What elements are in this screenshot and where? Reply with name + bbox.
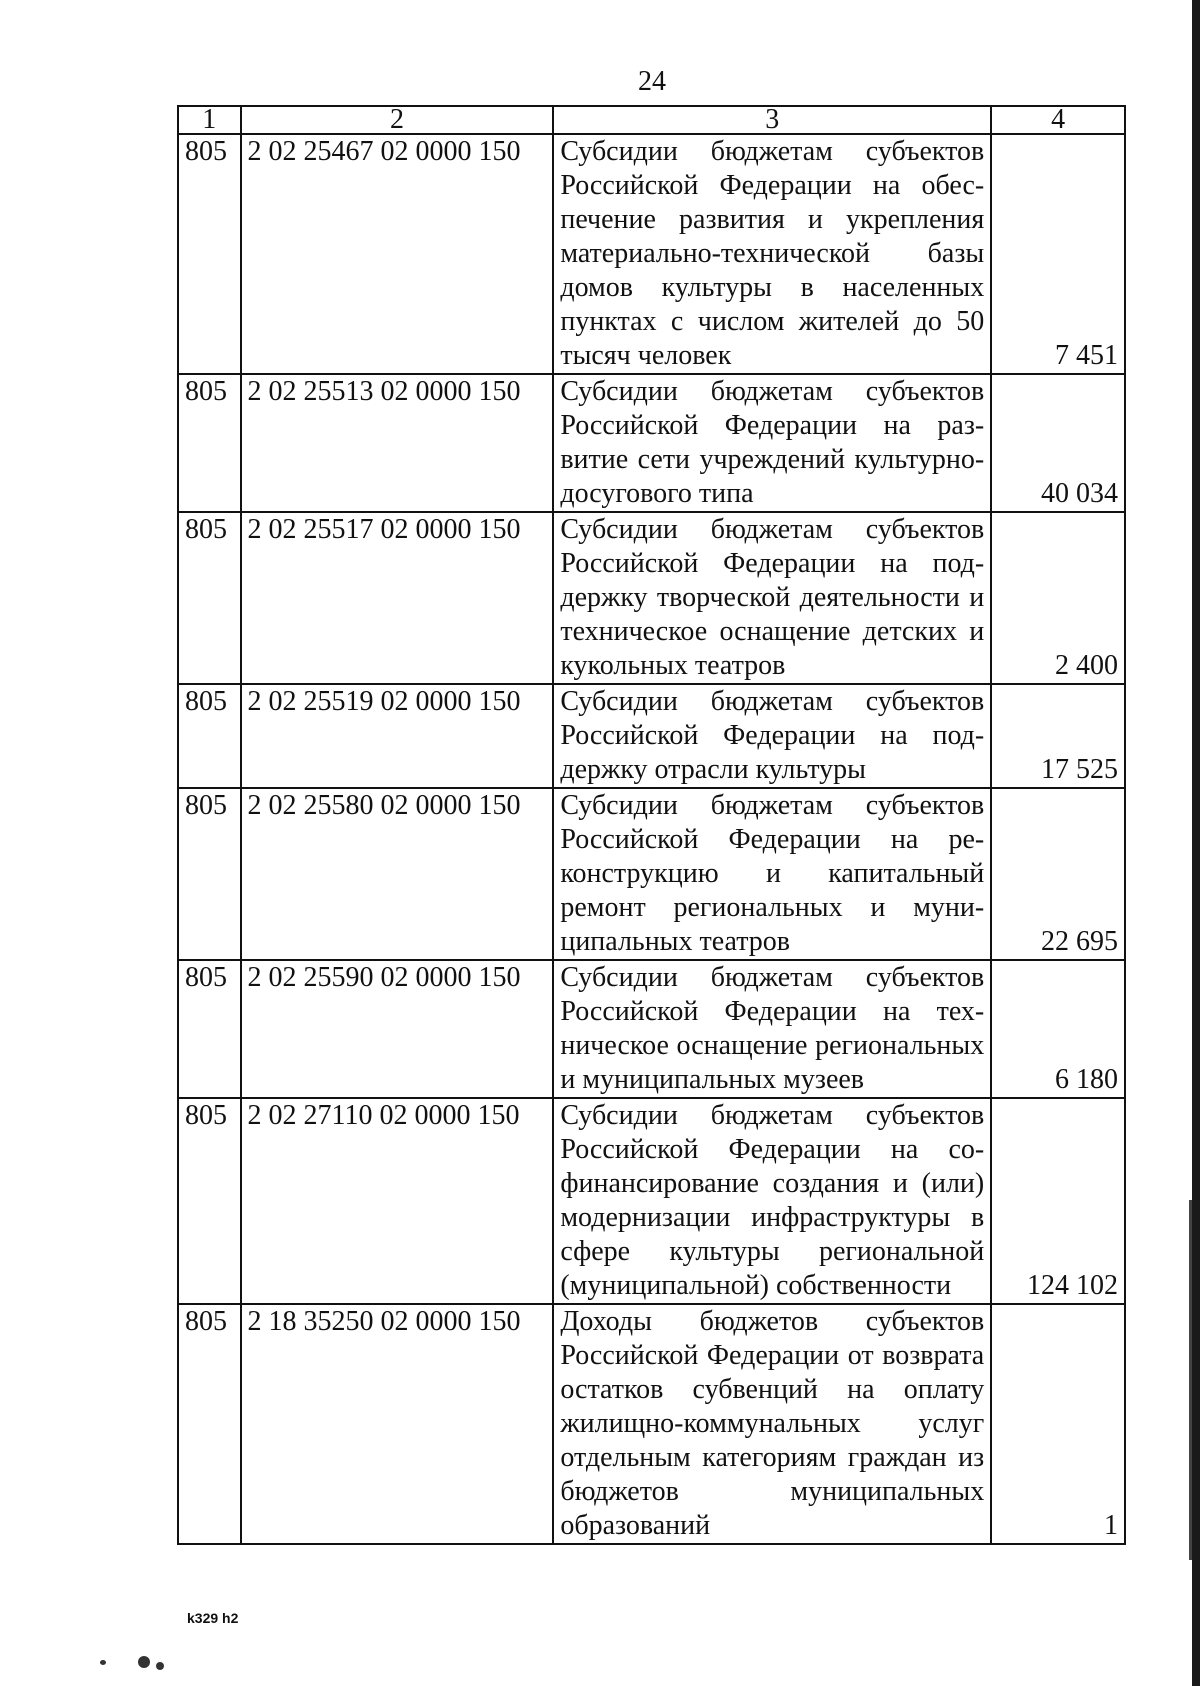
table-header-row xyxy=(178,106,1125,134)
budget-code-cell: 2 02 25590 02 0000 150 xyxy=(241,960,554,1098)
table-row xyxy=(178,684,1125,788)
scan-speck xyxy=(156,1662,164,1670)
column-header: 4 xyxy=(991,106,1125,134)
description-cell: Субсидии бюджетам субъектов Российской Федерации на софинансирование создания и (или) модернизации инфраструктуры в сфере культуры региональной (муниципальной) собственности xyxy=(553,1098,991,1304)
description-cell: Субсидии бюджетам субъектов Российской Федерации на поддержку творческой деятельности и техническое оснащение детских и кукольных театров xyxy=(553,512,991,684)
scan-edge xyxy=(1192,0,1200,1686)
amount-cell: 6 180 xyxy=(991,960,1125,1098)
column-header: 1 xyxy=(178,106,241,134)
admin-code-cell: 805 xyxy=(178,134,241,374)
admin-code-cell: 805 xyxy=(178,374,241,512)
admin-code-cell: 805 xyxy=(178,960,241,1098)
amount-cell: 22 695 xyxy=(991,788,1125,960)
scan-edge-shadow xyxy=(1189,1200,1192,1560)
amount-cell: 2 400 xyxy=(991,512,1125,684)
budget-code-cell: 2 02 27110 02 0000 150 xyxy=(241,1098,554,1304)
amount-cell: 124 102 xyxy=(991,1098,1125,1304)
admin-code-cell: 805 xyxy=(178,1304,241,1544)
amount-cell: 17 525 xyxy=(991,684,1125,788)
page-number: 24 xyxy=(638,66,666,97)
description-cell: Субсидии бюджетам субъектов Российской Федерации на реконструкцию и капитальный ремонт региональных и муниципальных театров xyxy=(553,788,991,960)
column-header: 3 xyxy=(553,106,991,134)
description-cell: Субсидии бюджетам субъектов Российской Федерации на развитие сети учреждений культурно-досугового типа xyxy=(553,374,991,512)
amount-cell: 40 034 xyxy=(991,374,1125,512)
description-cell: Субсидии бюджетам субъектов Российской Федерации на поддержку отрасли культуры xyxy=(553,684,991,788)
budget-code-cell: 2 02 25580 02 0000 150 xyxy=(241,788,554,960)
table-row xyxy=(178,1304,1125,1544)
budget-table xyxy=(177,105,1126,1545)
admin-code-cell: 805 xyxy=(178,684,241,788)
table-row xyxy=(178,134,1125,374)
table-row xyxy=(178,1098,1125,1304)
admin-code-cell: 805 xyxy=(178,788,241,960)
table-row xyxy=(178,788,1125,960)
description-cell: Субсидии бюджетам субъектов Российской Федерации на техническое оснащение региональных и муниципальных музеев xyxy=(553,960,991,1098)
column-header: 2 xyxy=(241,106,554,134)
scan-speck xyxy=(100,1660,106,1665)
amount-cell: 1 xyxy=(991,1304,1125,1544)
table-row xyxy=(178,512,1125,684)
description-cell: Субсидии бюджетам субъектов Российской Федерации на обеспечение развития и укрепления материально-технической базы домов культуры в населенных пунктах с числом жителей до 50 тысяч человек xyxy=(553,134,991,374)
budget-code-cell: 2 18 35250 02 0000 150 xyxy=(241,1304,554,1544)
budget-code-cell: 2 02 25517 02 0000 150 xyxy=(241,512,554,684)
scan-speck xyxy=(138,1656,150,1668)
admin-code-cell: 805 xyxy=(178,512,241,684)
table-row xyxy=(178,374,1125,512)
document-code: k329 h2 xyxy=(187,1610,239,1626)
budget-code-cell: 2 02 25467 02 0000 150 xyxy=(241,134,554,374)
budget-code-cell: 2 02 25519 02 0000 150 xyxy=(241,684,554,788)
budget-code-cell: 2 02 25513 02 0000 150 xyxy=(241,374,554,512)
admin-code-cell: 805 xyxy=(178,1098,241,1304)
amount-cell: 7 451 xyxy=(991,134,1125,374)
table-row xyxy=(178,960,1125,1098)
description-cell: Доходы бюджетов субъектов Российской Федерации от возврата остатков субвенций на оплату жилищно-коммунальных услуг отдельным категориям граждан из бюджетов муниципальных образований xyxy=(553,1304,991,1544)
